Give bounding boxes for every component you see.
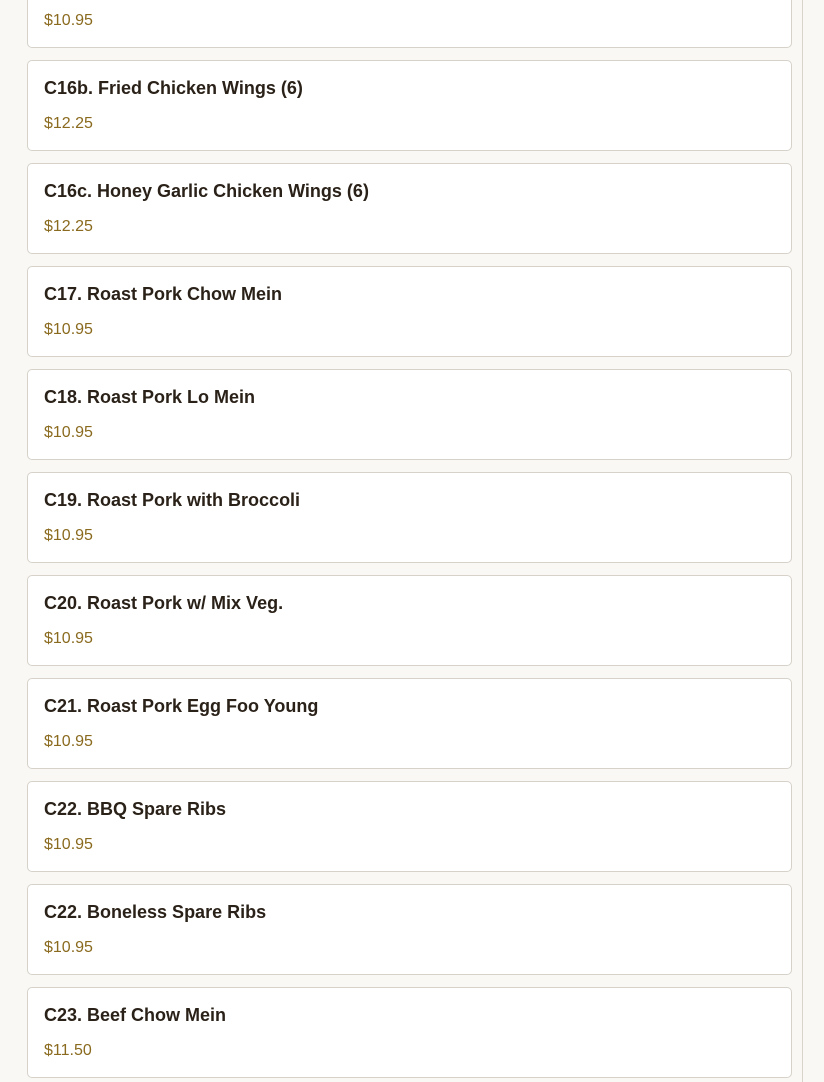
menu-item-card[interactable]: [27, 987, 792, 1078]
menu-item-name: C22. BBQ Spare Ribs: [44, 799, 227, 819]
menu-item-price: $12.25: [44, 115, 93, 132]
menu-item-name: C21. Roast Pork Egg Foo Young: [44, 696, 319, 716]
menu-item-price: $10.95: [44, 527, 93, 544]
menu-item-price: $12.25: [44, 218, 93, 235]
menu-item-price: $10.95: [44, 630, 93, 647]
menu-item-card[interactable]: [27, 60, 792, 151]
menu-item-card[interactable]: [27, 575, 792, 666]
menu-item-card[interactable]: [27, 0, 792, 48]
menu-item-card[interactable]: [27, 781, 792, 872]
menu-item-name: C17. Roast Pork Chow Mein: [44, 284, 283, 304]
menu-item-list: [27, 0, 792, 1082]
menu-item-name: C22. Boneless Spare Ribs: [44, 902, 267, 922]
menu-item-name: C18. Roast Pork Lo Mein: [44, 387, 256, 407]
menu-item-price: $10.95: [44, 733, 93, 750]
menu-item-card[interactable]: [27, 678, 792, 769]
menu-item-card[interactable]: [27, 266, 792, 357]
menu-item-name: C16c. Honey Garlic Chicken Wings (6): [44, 181, 369, 201]
menu-item-name: C23. Beef Chow Mein: [44, 1005, 227, 1025]
menu-item-price: $10.95: [44, 12, 93, 29]
menu-item-price: $10.95: [44, 321, 93, 338]
menu-item-name: C16b. Fried Chicken Wings (6): [44, 78, 303, 98]
menu-item-price: $10.95: [44, 836, 93, 853]
page-divider: [802, 0, 803, 1082]
menu-item-price: $10.95: [44, 939, 93, 956]
menu-item-name: C20. Roast Pork w/ Mix Veg.: [44, 593, 284, 613]
menu-item-price: $11.50: [44, 1042, 92, 1059]
menu-item-card[interactable]: [27, 163, 792, 254]
menu-item-card[interactable]: [27, 369, 792, 460]
menu-item-name: C19. Roast Pork with Broccoli: [44, 490, 301, 510]
menu-item-card[interactable]: [27, 884, 792, 975]
menu-item-price: $10.95: [44, 424, 93, 441]
menu-item-card[interactable]: [27, 472, 792, 563]
